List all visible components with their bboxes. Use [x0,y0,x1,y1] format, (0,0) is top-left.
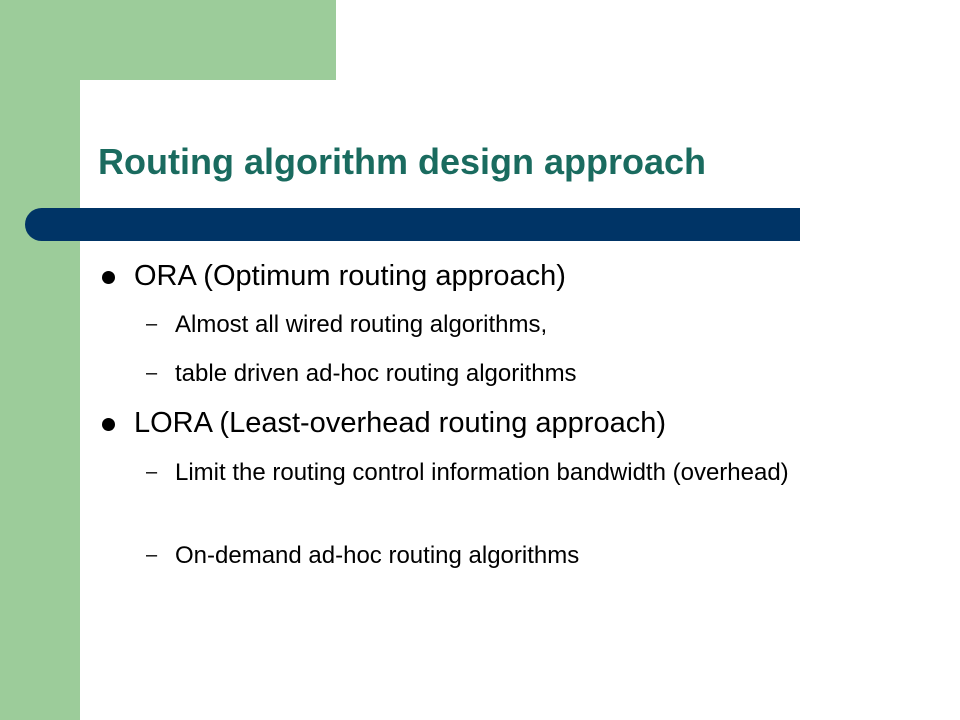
dash-marker: – [146,362,158,384]
sub-item-text: Almost all wired routing algorithms, [175,311,548,338]
bullet-dot-icon [102,418,115,431]
bullet-text: LORA (Least-overhead routing approach) [134,407,666,439]
slide-title: Routing algorithm design approach [98,141,707,182]
dash-marker: – [146,544,158,566]
bullet-text: ORA (Optimum routing approach) [134,260,566,292]
sub-item-text: Limit the routing control information bandwidth (overhead) [175,459,789,486]
dash-marker: – [146,461,158,483]
dash-marker: – [146,313,158,335]
sub-item-text: On-demand ad-hoc routing algorithms [175,542,580,569]
sub-item-text: table driven ad-hoc routing algorithms [175,360,577,387]
bullet-dot-icon [102,271,115,284]
